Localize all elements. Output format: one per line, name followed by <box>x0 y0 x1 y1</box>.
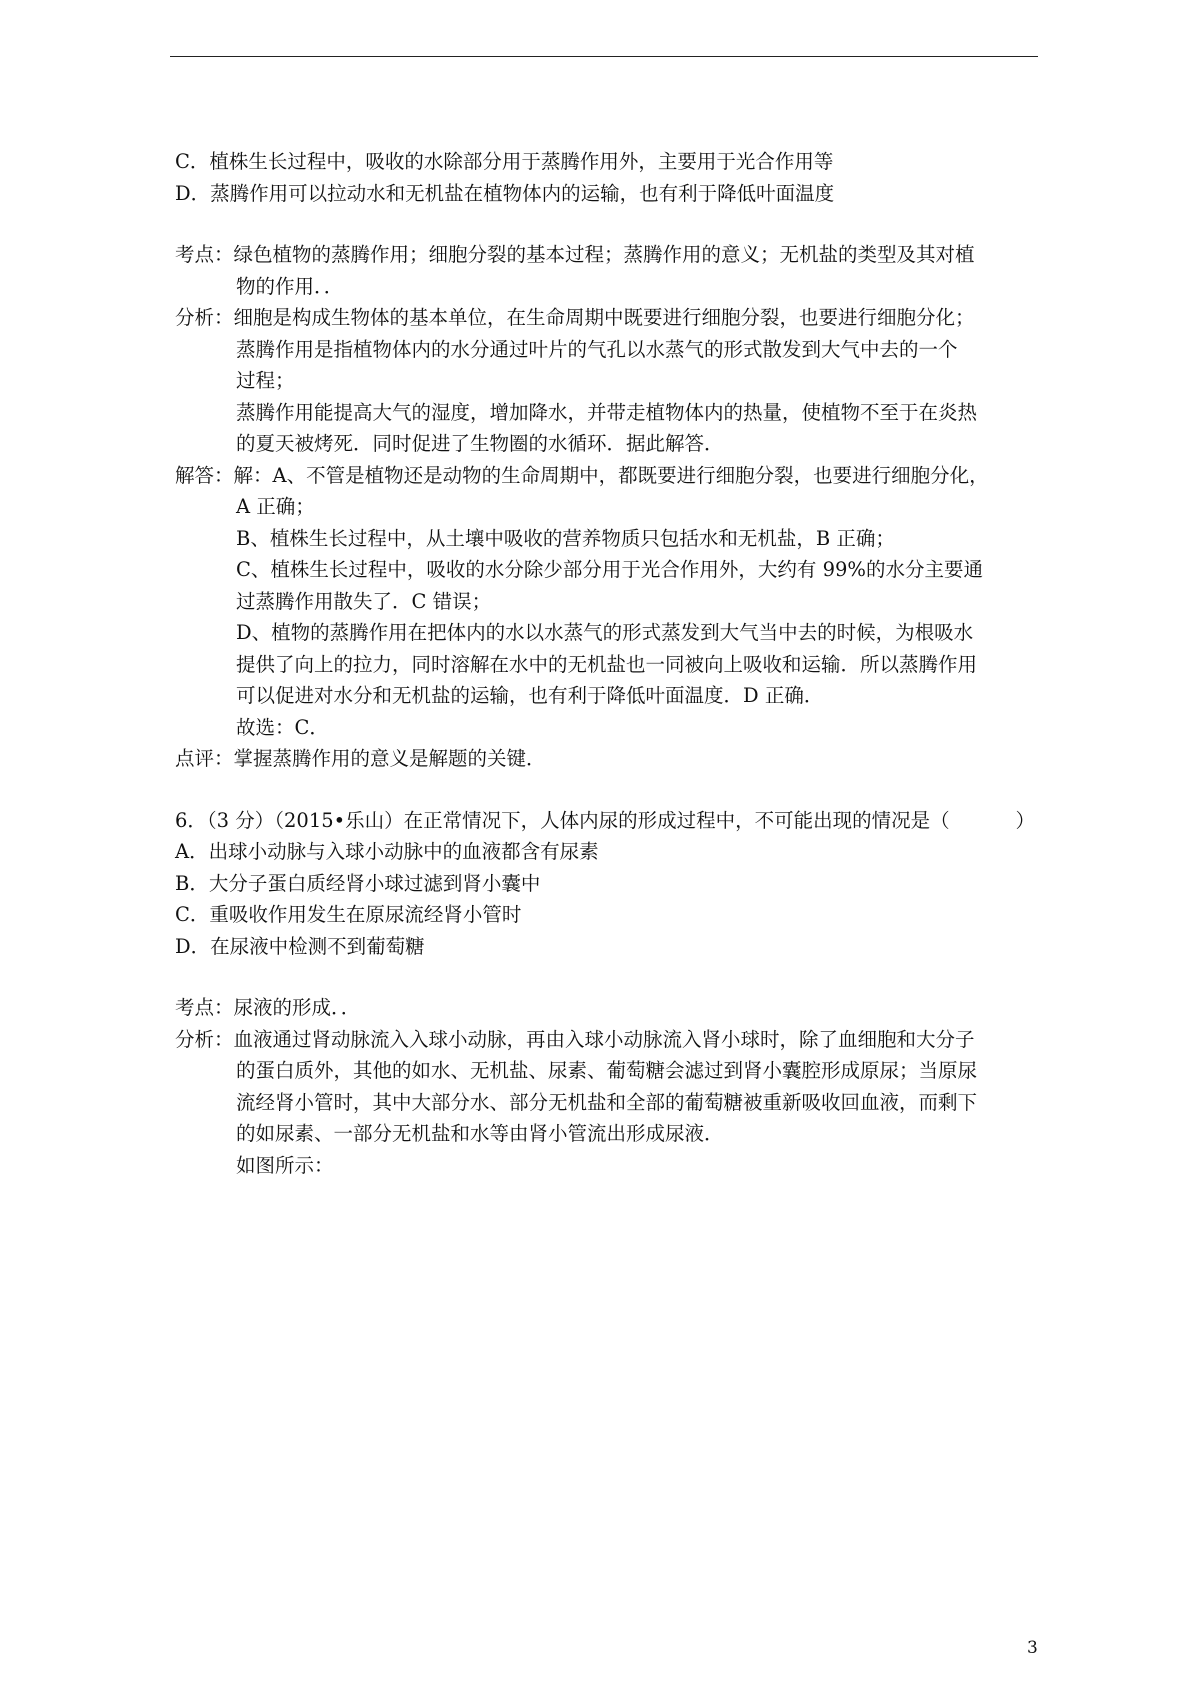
page-number: 3 <box>1027 1638 1038 1658</box>
fenxi-text: 蒸腾作用是指植物体内的水分通过叶片的气孔以水蒸气的形式散发到大气中去的一个 <box>236 337 958 361</box>
jieda-text: B、植株生长过程中，从土壤中吸收的营养物质只包括水和无机盐，B 正确； <box>236 526 895 550</box>
fenxi-text: 过程； <box>236 369 295 392</box>
jieda-text: C、植株生长过程中，吸收的水分除少部分用于光合作用外，大约有 99%的水分主要通 <box>236 558 983 581</box>
q5-option-c: C．植株生长过程中，吸收的水除部分用于蒸腾作用外，主要用于光合作用等 <box>175 150 834 173</box>
fenxi-text: 血液通过肾动脉流入入球小动脉，再由入球小动脉流入肾小球时，除了血细胞和大分子 <box>233 1027 975 1051</box>
fenxi-text: 的如尿素、一部分无机盐和水等由肾小管流出形成尿液． <box>236 1122 724 1145</box>
fenxi-label: 分析： <box>175 306 234 329</box>
fenxi-text: 如图所示： <box>236 1153 334 1177</box>
fenxi-text: 细胞是构成生物体的基本单位，在生命周期中既要进行细胞分裂，也要进行细胞分化； <box>233 306 975 329</box>
jieda-text: 可以促进对水分和无机盐的运输，也有利于降低叶面温度．D 正确． <box>236 684 824 707</box>
q6-stem-text: 6．（3 分）（2015•乐山）在正常情况下，人体内尿的形成过程中，不可能出现的情况是（ <box>175 808 950 832</box>
jieda-text: 提供了向上的拉力，同时溶解在水中的无机盐也一同被向上吸收和运输．所以蒸腾作用 <box>236 652 978 676</box>
document-body <box>175 146 1035 1181</box>
q6-fenxi-section <box>175 1024 1035 1182</box>
dianping-text: 掌握蒸腾作用的意义是解题的关键． <box>233 747 546 770</box>
q6-option-a: A．出球小动脉与入球小动脉中的血液都含有尿素 <box>175 840 599 863</box>
q5-fenxi-section <box>175 302 1035 460</box>
dianping-label: 点评： <box>175 747 234 770</box>
q6-option-c: C．重吸收作用发生在原尿流经肾小管时 <box>175 903 522 926</box>
q6-kaodian-section <box>175 992 1035 1024</box>
fenxi-text: 流经肾小管时，其中大部分水、部分无机盐和全部的葡萄糖被重新吸收回血液，而剩下 <box>236 1090 978 1114</box>
jieda-answer: 故选：C． <box>236 715 329 739</box>
q5-option-d: D．蒸腾作用可以拉动水和无机盐在植物体内的运输，也有利于降低叶面温度 <box>175 181 835 205</box>
jieda-text: A 正确； <box>236 495 315 518</box>
q5-dianping-section <box>175 743 1035 775</box>
kaodian-text: 物的作用．． <box>236 274 344 298</box>
q6-stem <box>175 805 1035 837</box>
jieda-text: 解：A、不管是植物还是动物的生命周期中，都既要进行细胞分裂，也要进行细胞分化， <box>233 463 989 487</box>
kaodian-text: 尿液的形成．． <box>233 996 361 1019</box>
q6-stem-close: ） <box>1015 808 1035 832</box>
fenxi-label: 分析： <box>175 1027 234 1051</box>
kaodian-label: 考点： <box>175 243 234 266</box>
fenxi-text: 的夏天被烤死．同时促进了生物圈的水循环．据此解答． <box>236 432 724 455</box>
q6-option-b: B．大分子蛋白质经肾小球过滤到肾小囊中 <box>175 871 541 895</box>
header-rule <box>170 56 1038 57</box>
jieda-label: 解答： <box>175 463 234 487</box>
kaodian-label: 考点： <box>175 996 234 1019</box>
fenxi-text: 蒸腾作用能提高大气的湿度，增加降水，并带走植物体内的热量，使植物不至于在炎热 <box>236 400 978 424</box>
kaodian-text: 绿色植物的蒸腾作用；细胞分裂的基本过程；蒸腾作用的意义；无机盐的类型及其对植 <box>233 243 975 266</box>
jieda-text: 过蒸腾作用散失了．C 错误； <box>236 589 492 613</box>
fenxi-text: 的蛋白质外，其他的如水、无机盐、尿素、葡萄糖会滤过到肾小囊腔形成原尿；当原尿 <box>236 1059 978 1082</box>
q5-kaodian-section <box>175 239 1035 302</box>
q5-jieda-section <box>175 460 1035 744</box>
q6-option-d: D．在尿液中检测不到葡萄糖 <box>175 934 425 958</box>
jieda-text: D、植物的蒸腾作用在把体内的水以水蒸气的形式蒸发到大气当中去的时候，为根吸水 <box>236 621 974 644</box>
